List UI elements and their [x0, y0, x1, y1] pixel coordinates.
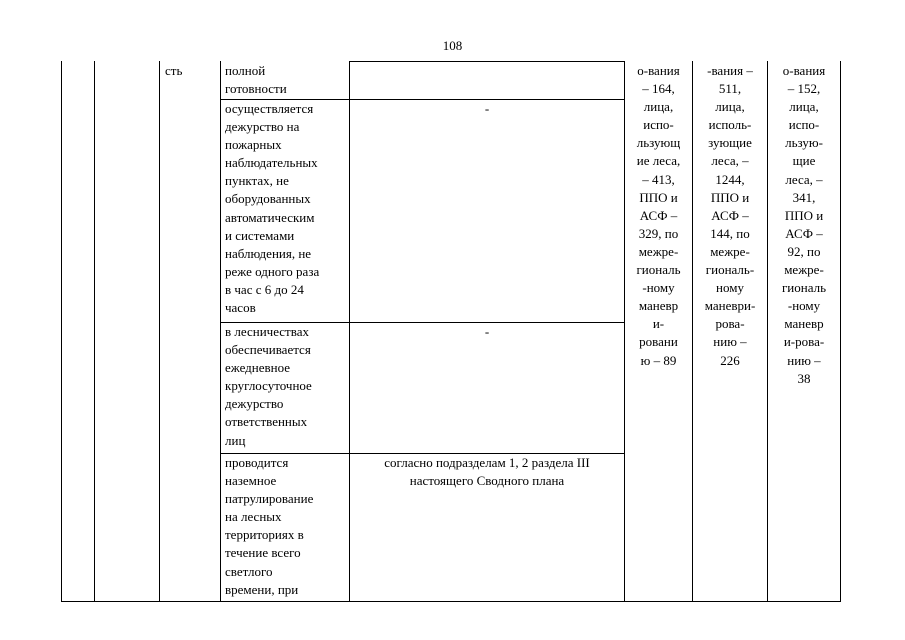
forces-cell: о-вания – 164, лица, испо- льзующ ие леса, – 413, ППО и АСФ – 329, по межре- гиональ -ному маневр и- ровани ю – 89 [636, 63, 681, 368]
col-d-text: сть [165, 63, 183, 78]
activity-cell: осуществляется дежурство на пожарных наблюдательных пунктах, не оборудованных автоматическим и системами наблюдения, не реже одного раза в час с 6 до 24 часов [225, 101, 320, 316]
activity-cell: полной готовности [225, 63, 287, 97]
page-number: 108 [442, 38, 463, 53]
forces-cell: о-вания – 152, лица, испо- льзую- щие леса, – 341, ППО и АСФ – 92, по межре- гиональ -ному маневр и-рова- нию – 38 [781, 63, 827, 386]
col-divider [220, 61, 221, 602]
row-divider [349, 61, 625, 62]
col-divider [94, 61, 95, 602]
activity-cell: в лесничествах обеспечивается ежедневное круглосуточное дежурство ответственных лиц [225, 324, 312, 448]
terms-cell: - [484, 324, 490, 339]
terms-cell: - [484, 101, 490, 116]
col-divider [159, 61, 160, 602]
terms-cell: согласно подразделам 1, 2 раздела III настоящего Сводного плана [384, 455, 590, 489]
activity-cell: проводится наземное патрулирование на лесных территориях в течение всего светлого времени, при [225, 455, 314, 597]
table-border-left [61, 61, 62, 602]
table-border-bottom [61, 601, 841, 602]
table-border-right [840, 61, 841, 602]
forces-cell: -вания – 511, лица, исполь- зующие леса, – 1244, ППО и АСФ – 144, по межре- гиональ- ному маневри- рова- нию – 226 [704, 63, 756, 368]
